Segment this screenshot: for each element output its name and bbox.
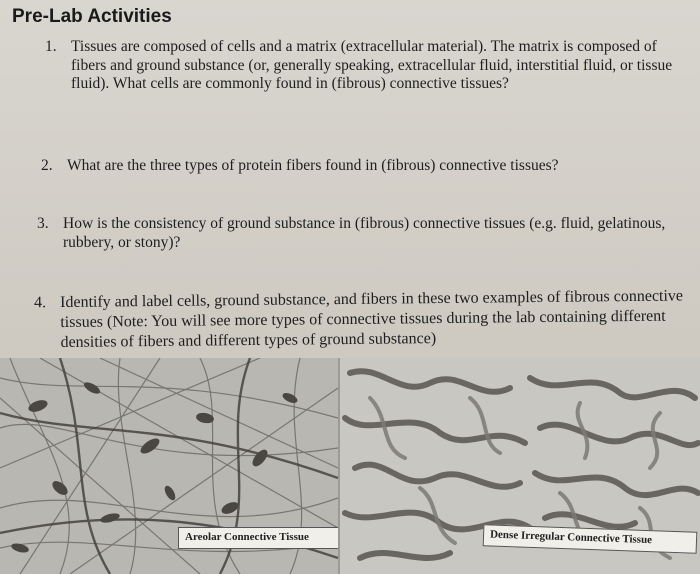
areolar-caption: Areolar Connective Tissue xyxy=(178,527,338,549)
dense-irregular-tissue-image xyxy=(340,358,700,574)
question-4 xyxy=(34,286,686,353)
question-text: How is the consistency of ground substance in (fibrous) connective tissues (e.g. fluid, gelatinous, rubbery, or stony)? xyxy=(63,215,666,251)
question-number: 4. xyxy=(34,294,47,312)
question-number: 3. xyxy=(37,215,49,232)
question-text: What are the three types of protein fibers found in (fibrous) connective tissues? xyxy=(67,157,559,174)
areolar-tissue-image xyxy=(0,358,338,574)
question-text: Identify and label cells, ground substance, and fibers in these two examples of fibrous connective tissues (Note: You will see more types of connective tissues during the lab containing different densities of fibers and different types of ground substance) xyxy=(60,287,684,351)
dense-irregular-caption: Dense Irregular Connective Tissue xyxy=(483,524,698,553)
question-number: 1. xyxy=(45,38,57,55)
tissue-figures xyxy=(0,358,700,574)
question-2 xyxy=(41,157,667,176)
question-number: 2. xyxy=(41,157,53,174)
question-text: Tissues are composed of cells and a matrix (extracellular material). The matrix is composed of fibers and ground substance (or, generally speaking, extracellular fluid, interstitial fluid, or tissue fluid). What cells are commonly found in (fibrous) connective tissues? xyxy=(71,38,673,92)
question-3 xyxy=(37,215,673,252)
page-title: Pre-Lab Activities xyxy=(12,6,172,27)
question-1 xyxy=(45,38,691,94)
